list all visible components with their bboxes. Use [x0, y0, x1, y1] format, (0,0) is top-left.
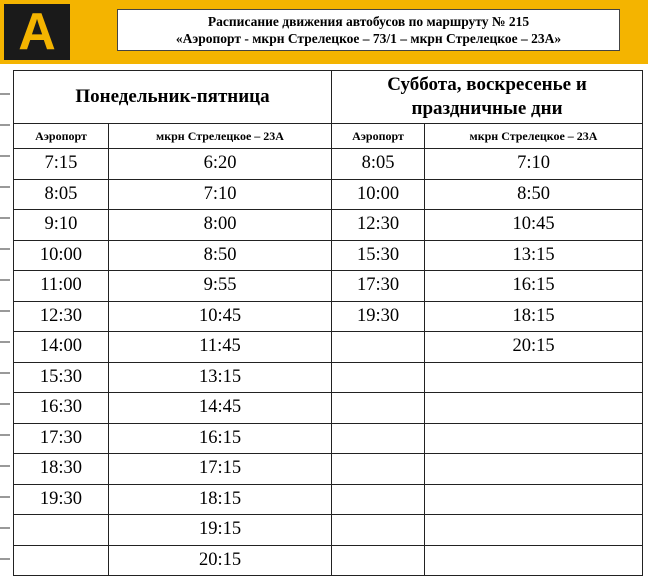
weekday-airport-time: 11:00 — [14, 271, 109, 302]
title-line2: «Аэропорт - мкрн Стрелецкое – 73/1 – мкрн Стрелецкое – 23А» — [175, 31, 562, 46]
weekend-airport-time — [332, 484, 425, 515]
weekend-streletskoe-time: 16:15 — [425, 271, 643, 302]
weekdays-col-airport: Аэропорт — [14, 124, 109, 149]
weekend-streletskoe-time — [425, 393, 643, 424]
weekend-airport-time: 19:30 — [332, 301, 425, 332]
table-row — [14, 149, 643, 180]
table-row — [14, 362, 643, 393]
schedule-table — [13, 70, 643, 576]
weekend-streletskoe-time — [425, 515, 643, 546]
weekend-streletskoe-time: 18:15 — [425, 301, 643, 332]
table-row — [14, 179, 643, 210]
weekend-airport-time — [332, 393, 425, 424]
left-edge-strip — [0, 64, 10, 582]
table-row — [14, 332, 643, 363]
weekday-airport-time: 17:30 — [14, 423, 109, 454]
weekend-header — [332, 71, 643, 124]
table-row — [14, 545, 643, 576]
weekday-airport-time: 12:30 — [14, 301, 109, 332]
weekend-streletskoe-time — [425, 454, 643, 485]
weekend-header-line1: Суббота, воскресенье и — [387, 74, 587, 95]
weekday-streletskoe-time: 20:15 — [109, 545, 332, 576]
weekend-airport-time — [332, 332, 425, 363]
weekend-airport-time: 12:30 — [332, 210, 425, 241]
weekday-streletskoe-time: 17:15 — [109, 454, 332, 485]
weekend-streletskoe-time: 13:15 — [425, 240, 643, 271]
weekday-streletskoe-time: 16:15 — [109, 423, 332, 454]
schedule-body — [14, 149, 643, 576]
weekday-streletskoe-time: 11:45 — [109, 332, 332, 363]
weekday-streletskoe-time: 6:20 — [109, 149, 332, 180]
logo-letter: A — [18, 3, 56, 61]
weekday-streletskoe-time: 19:15 — [109, 515, 332, 546]
table-row — [14, 210, 643, 241]
weekday-streletskoe-time: 18:15 — [109, 484, 332, 515]
weekend-streletskoe-time — [425, 545, 643, 576]
weekend-airport-time: 10:00 — [332, 179, 425, 210]
weekend-col-airport: Аэропорт — [332, 124, 425, 149]
schedule-title — [117, 9, 620, 51]
weekday-airport-time: 18:30 — [14, 454, 109, 485]
weekday-streletskoe-time: 9:55 — [109, 271, 332, 302]
weekend-streletskoe-time: 7:10 — [425, 149, 643, 180]
weekday-airport-time: 8:05 — [14, 179, 109, 210]
weekend-airport-time — [332, 515, 425, 546]
weekend-streletskoe-time — [425, 423, 643, 454]
weekday-airport-time: 16:30 — [14, 393, 109, 424]
weekend-airport-time — [332, 423, 425, 454]
table-row — [14, 240, 643, 271]
weekend-col-streletskoe: мкрн Стрелецкое – 23А — [425, 124, 643, 149]
weekday-airport-time — [14, 545, 109, 576]
weekend-airport-time — [332, 545, 425, 576]
weekday-airport-time: 10:00 — [14, 240, 109, 271]
weekday-airport-time: 9:10 — [14, 210, 109, 241]
weekday-streletskoe-time: 8:00 — [109, 210, 332, 241]
weekday-streletskoe-time: 13:15 — [109, 362, 332, 393]
weekend-header-line2: праздничные дни — [411, 98, 563, 119]
weekday-streletskoe-time: 7:10 — [109, 179, 332, 210]
weekend-streletskoe-time: 10:45 — [425, 210, 643, 241]
table-row — [14, 484, 643, 515]
weekend-streletskoe-time — [425, 362, 643, 393]
table-row — [14, 454, 643, 485]
weekdays-header: Понедельник-пятница — [14, 71, 332, 124]
weekend-airport-time — [332, 362, 425, 393]
weekend-streletskoe-time: 20:15 — [425, 332, 643, 363]
weekday-airport-time: 7:15 — [14, 149, 109, 180]
weekend-airport-time — [332, 454, 425, 485]
title-line1: Расписание движения автобусов по маршруту № 215 — [207, 14, 530, 29]
weekdays-col-streletskoe: мкрн Стрелецкое – 23А — [109, 124, 332, 149]
weekend-streletskoe-time: 8:50 — [425, 179, 643, 210]
weekday-airport-time: 14:00 — [14, 332, 109, 363]
weekend-airport-time: 8:05 — [332, 149, 425, 180]
weekend-airport-time: 17:30 — [332, 271, 425, 302]
weekend-streletskoe-time — [425, 484, 643, 515]
table-row — [14, 515, 643, 546]
table-row — [14, 271, 643, 302]
weekday-airport-time: 19:30 — [14, 484, 109, 515]
weekend-airport-time: 15:30 — [332, 240, 425, 271]
table-row — [14, 301, 643, 332]
weekday-airport-time: 15:30 — [14, 362, 109, 393]
table-row — [14, 393, 643, 424]
weekday-streletskoe-time: 8:50 — [109, 240, 332, 271]
weekday-airport-time — [14, 515, 109, 546]
weekday-streletskoe-time: 10:45 — [109, 301, 332, 332]
header-bar — [0, 0, 648, 64]
bus-logo — [4, 4, 70, 60]
weekday-streletskoe-time: 14:45 — [109, 393, 332, 424]
table-row — [14, 423, 643, 454]
